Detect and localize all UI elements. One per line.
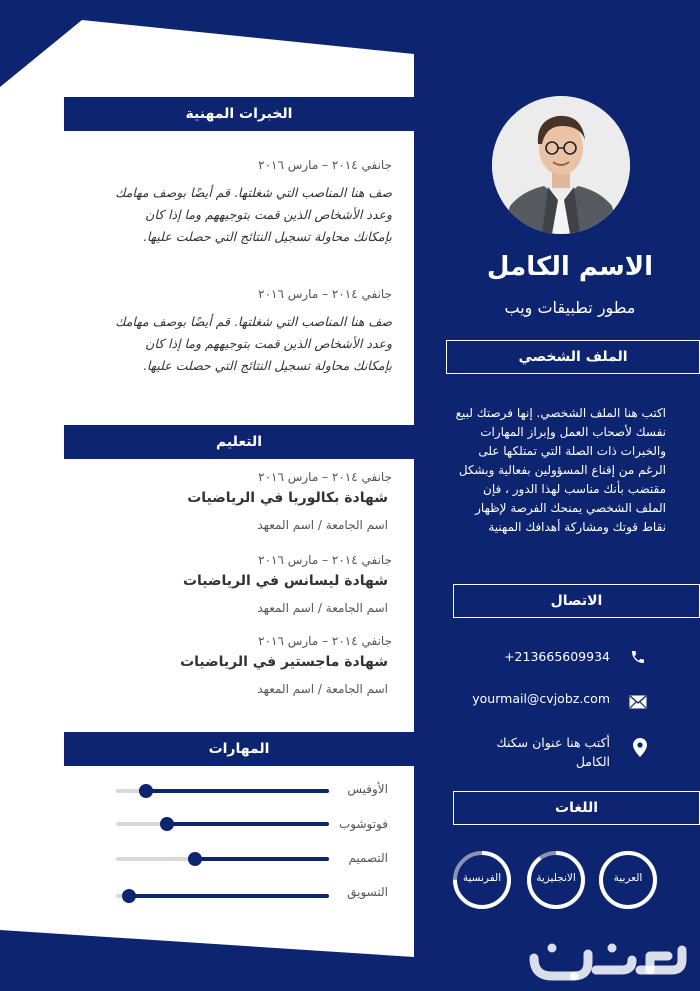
skill-bar [116, 894, 329, 898]
experience-heading [64, 97, 414, 131]
phone-icon [630, 649, 646, 669]
skill-bar-knob [122, 889, 136, 903]
profile-heading-label: الملف الشخصي [518, 349, 628, 365]
language-ring [598, 850, 658, 910]
education-heading-label: التعليم [215, 434, 263, 450]
education-institution: اسم الجامعة / اسم المعهد [257, 682, 388, 696]
education-title: شهادة ليسانس في الرياضيات [182, 573, 388, 589]
skill-bar [116, 857, 329, 861]
education-date: جانفي ٢٠١٤ – مارس ٢٠١٦ [258, 553, 392, 567]
languages-heading [453, 791, 700, 825]
experience-line: وعدد الأشخاص الذين قمت بتوجيههم وما إذا كان [145, 336, 392, 351]
contact-email[interactable]: yourmail@cvjobz.com [472, 691, 610, 706]
skills-heading [64, 732, 414, 766]
experience-description [102, 311, 392, 377]
profile-heading [446, 340, 700, 374]
skill-label: فوتوشوب [338, 817, 388, 831]
mail-icon [629, 694, 647, 713]
experience-line: صف هنا المناصب التي شغلتها. قم أيضًا بوصف مهامك [115, 185, 392, 200]
language-ring [452, 850, 512, 910]
skill-bar-fill [167, 822, 329, 826]
skill-label: التصميم [348, 851, 388, 865]
experience-line: بإمكانك محاولة تسجيل النتائج التي حصلت عليها. [142, 229, 392, 244]
contact-heading [453, 584, 700, 618]
experience-line: وعدد الأشخاص الذين قمت بتوجيههم وما إذا كان [145, 207, 392, 222]
person-photo-icon [492, 96, 630, 234]
education-title: شهادة بكالوريا في الرياضيات [187, 490, 388, 506]
location-icon [633, 738, 647, 761]
language-name: الفرنسية [462, 872, 502, 884]
skill-label: التسويق [347, 885, 388, 899]
languages-heading-label: اللغات [555, 800, 598, 816]
skill-bar-fill [146, 789, 329, 793]
skill-bar-fill [129, 894, 329, 898]
education-institution: اسم الجامعة / اسم المعهد [257, 518, 388, 532]
education-title: شهادة ماجستير في الرياضيات [180, 654, 388, 670]
skill-bar-knob [188, 852, 202, 866]
education-date: جانفي ٢٠١٤ – مارس ٢٠١٦ [258, 470, 392, 484]
education-date: جانفي ٢٠١٤ – مارس ٢٠١٦ [258, 634, 392, 648]
experience-description [102, 182, 392, 248]
skills-heading-label: المهارات [208, 741, 270, 757]
experience-heading-label: الخبرات المهنية [185, 106, 293, 122]
experience-date: جانفي ٢٠١٤ – مارس ٢٠١٦ [258, 287, 392, 301]
haraj-watermark-logo [522, 936, 692, 984]
language-name: العربية [613, 872, 643, 884]
experience-line: بإمكانك محاولة تسجيل النتائج التي حصلت عليها. [142, 358, 392, 373]
language-ring [526, 850, 586, 910]
experience-date: جانفي ٢٠١٤ – مارس ٢٠١٦ [258, 158, 392, 172]
education-heading [64, 425, 414, 459]
experience-line: صف هنا المناصب التي شغلتها. قم أيضًا بوصف مهامك [115, 314, 392, 329]
skill-bar [116, 789, 329, 793]
skill-bar-knob [139, 784, 153, 798]
contact-address: أكتب هنا عنوان سكنك الكامل [496, 735, 610, 769]
profile-text: اكتب هنا الملف الشخصي. إنها فرصتك لبيع نفسك لأصحاب العمل وإبراز المهارات والخبرات ذات الصلة التي تمتلكها على الرغم من إقناع المسؤولين بفعالية وبشكل مقتضب بأنك مناسب لهذا الدور ، فإن الملف الشخصي يمنحك الفرصة لإظهار نقاط قوتك ومشاركة أهدافك المهنية [455, 406, 666, 534]
contact-phone[interactable]: +213665609934 [504, 649, 610, 664]
language-name: الانجليزية [536, 872, 576, 884]
contact-heading-label: الاتصال [550, 593, 603, 609]
job-title: مطور تطبيقات ويب [504, 298, 636, 317]
profile-photo [492, 96, 630, 234]
education-institution: اسم الجامعة / اسم المعهد [257, 601, 388, 615]
full-name: الاسم الكامل [486, 252, 654, 282]
skill-bar-knob [160, 817, 174, 831]
skill-bar-fill [195, 857, 329, 861]
skill-bar [116, 822, 329, 826]
skill-label: الأوفيس [347, 782, 388, 796]
